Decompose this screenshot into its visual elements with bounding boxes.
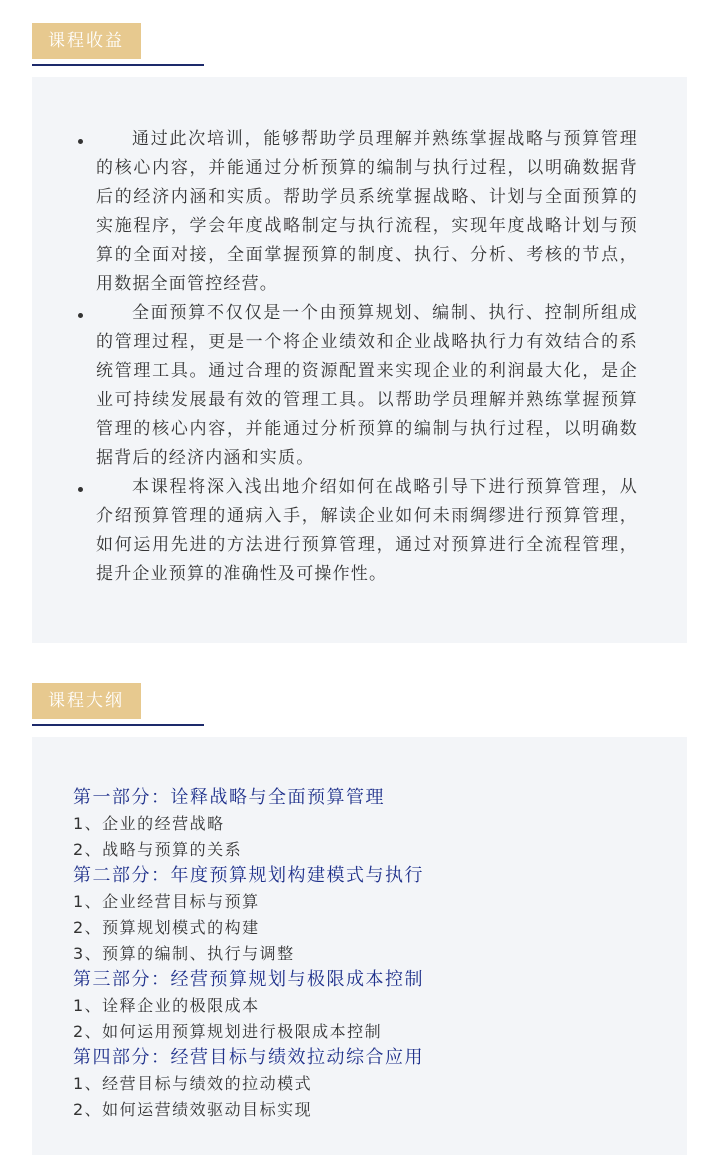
part-item: 1、诠释企业的极限成本 bbox=[73, 996, 260, 1015]
benefits-list bbox=[32, 125, 638, 589]
benefit-item bbox=[32, 299, 638, 473]
part-title: 第二部分：年度预算规划构建模式与执行 bbox=[73, 865, 424, 886]
benefit-text: 本课程将深入浅出地介绍如何在战略引导下进行预算管理，从介绍预算管理的通病入手，解读企业如何未雨绸缪进行预算管理，如何运用先进的方法进行预算管理，通过对预算进行全流程管理，提升企业预算的准确性及可操作性。 bbox=[96, 477, 638, 584]
part-title: 第四部分：经营目标与绩效拉动综合应用 bbox=[73, 1047, 424, 1068]
part-item: 2、战略与预算的关系 bbox=[73, 840, 243, 859]
outline-panel bbox=[32, 737, 687, 1155]
outline-section-tag: 课程大纲 bbox=[32, 683, 141, 719]
outline-list bbox=[73, 785, 653, 1123]
part-item: 1、企业经营目标与预算 bbox=[73, 892, 260, 911]
benefits-section-underline bbox=[32, 64, 204, 66]
part-item: 1、经营目标与绩效的拉动模式 bbox=[73, 1074, 313, 1093]
benefit-item bbox=[32, 125, 638, 299]
benefits-section-tag: 课程收益 bbox=[32, 23, 141, 59]
part-item: 3、预算的编制、执行与调整 bbox=[73, 944, 295, 963]
benefit-text: 全面预算不仅仅是一个由预算规划、编制、执行、控制所组成的管理过程，更是一个将企业绩效和企业战略执行力有效结合的系统管理工具。通过合理的资源配置来实现企业的利润最大化，是企业可持续发展最有效的管理工具。以帮助学员理解并熟练掌握预算管理的核心内容，并能通过分析预算的编制与执行过程，以明确数据背后的经济内涵和实质。 bbox=[96, 303, 638, 468]
part-title: 第三部分：经营预算规划与极限成本控制 bbox=[73, 969, 424, 990]
part-title: 第一部分：诠释战略与全面预算管理 bbox=[73, 787, 385, 808]
part-item: 1、企业的经营战略 bbox=[73, 814, 225, 833]
part-item: 2、如何运用预算规划进行极限成本控制 bbox=[73, 1022, 383, 1041]
bullet-dot-icon bbox=[78, 139, 83, 144]
part-item: 2、如何运营绩效驱动目标实现 bbox=[73, 1100, 313, 1119]
benefits-panel bbox=[32, 77, 687, 643]
part-item: 2、预算规划模式的构建 bbox=[73, 918, 260, 937]
benefit-text: 通过此次培训，能够帮助学员理解并熟练掌握战略与预算管理的核心内容，并能通过分析预算的编制与执行过程，以明确数据背后的经济内涵和实质。帮助学员系统掌握战略、计划与全面预算的实施程序，学会年度战略制定与执行流程，实现年度战略计划与预算的全面对接，全面掌握预算的制度、执行、分析、考核的节点，用数据全面管控经营。 bbox=[96, 129, 638, 294]
bullet-dot-icon bbox=[78, 313, 83, 318]
outline-section-header bbox=[32, 683, 204, 726]
benefits-section-header bbox=[32, 23, 204, 66]
benefit-item bbox=[32, 473, 638, 589]
bullet-dot-icon bbox=[78, 487, 83, 492]
outline-section-underline bbox=[32, 724, 204, 726]
